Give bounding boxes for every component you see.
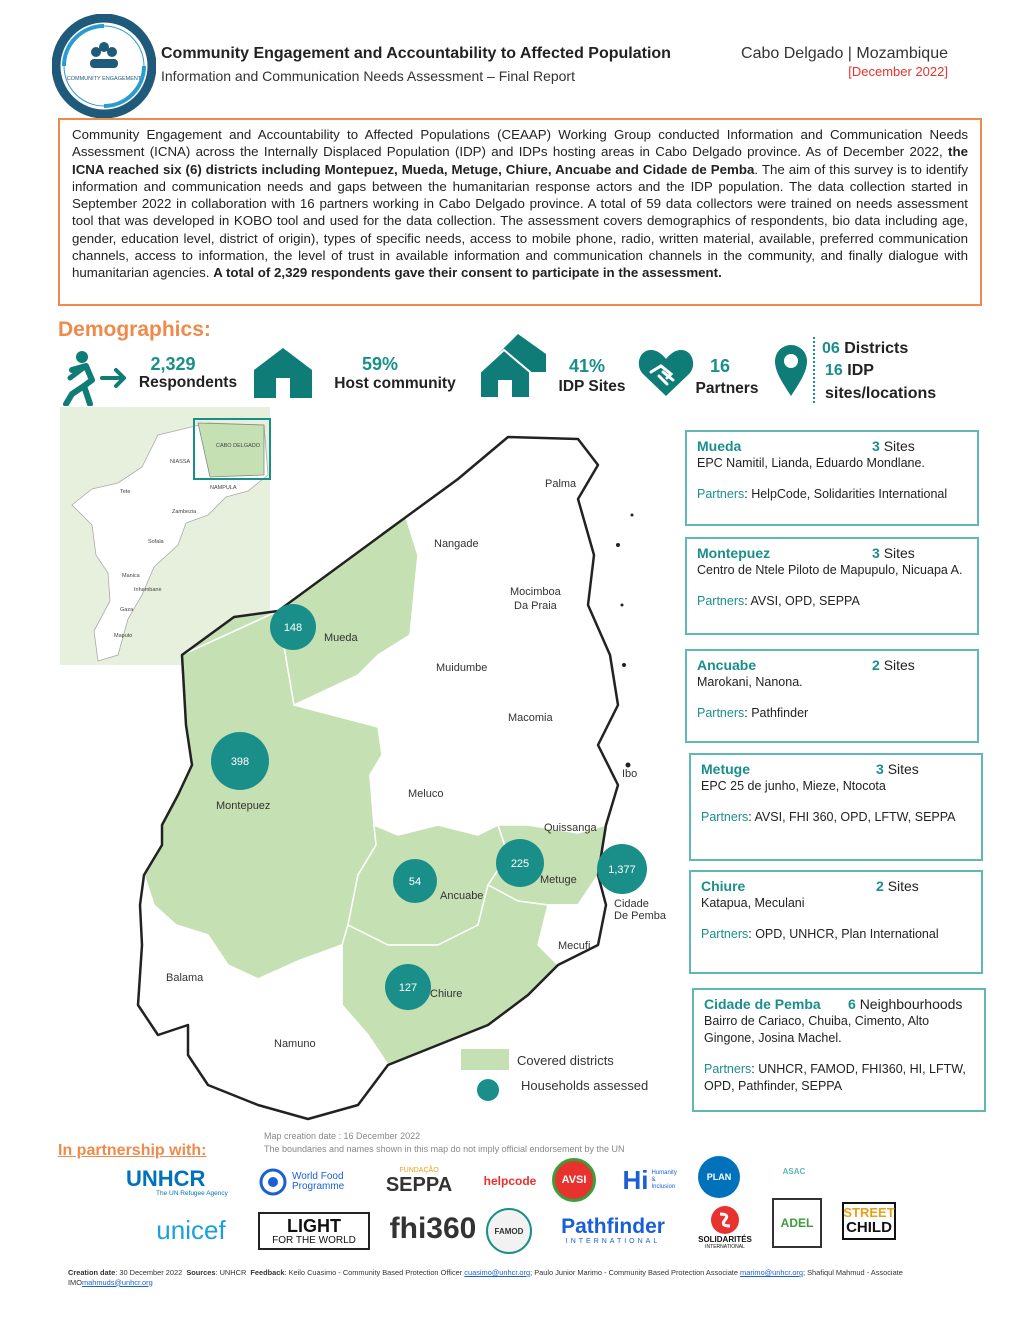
plan-logo: PLAN bbox=[698, 1156, 740, 1198]
site-partners bbox=[704, 1061, 974, 1095]
map-label-pemba-line-1: Cidade bbox=[614, 898, 649, 910]
bubble-label-montepuez: 398 bbox=[230, 756, 250, 768]
community-engagement-logo bbox=[52, 14, 156, 118]
map-label-pemba-line-2: De Pemba bbox=[614, 910, 666, 922]
site-count-number: 3 bbox=[872, 545, 880, 561]
site-box-montepuez bbox=[685, 537, 979, 635]
site-count-unit: Sites bbox=[887, 878, 919, 894]
hi-logo bbox=[618, 1162, 684, 1198]
idp-sites-value: 41% bbox=[568, 356, 606, 376]
site-partners-label: Partners bbox=[704, 1062, 752, 1076]
unicef-logo: unicef bbox=[156, 1214, 226, 1245]
bubble-label-metuge: 225 bbox=[510, 858, 530, 870]
map-label-metuge: Metuge bbox=[540, 874, 577, 886]
site-partners bbox=[697, 486, 967, 503]
site-district: Montepuez bbox=[697, 545, 771, 561]
solidarites-logo-sub: INTERNATIONAL bbox=[705, 1243, 745, 1250]
inset-label-6: Manica bbox=[122, 573, 140, 579]
partners-value: 16 bbox=[709, 356, 731, 376]
site-district: Chiure bbox=[701, 878, 746, 894]
site-count-number: 2 bbox=[872, 657, 880, 673]
solidarites-logo bbox=[690, 1200, 760, 1254]
inset-label-5: Sofala bbox=[148, 539, 164, 545]
site-box-mueda bbox=[685, 430, 979, 526]
site-count bbox=[876, 878, 919, 895]
map-note bbox=[264, 1130, 625, 1156]
unhcr-logo-text: UNHCR bbox=[126, 1165, 206, 1191]
idp-sites-label: IDP Sites bbox=[558, 378, 626, 395]
legend-households-label: Households assessed bbox=[521, 1078, 649, 1093]
bubble-label-mueda: 148 bbox=[283, 622, 303, 634]
wfp-logo bbox=[258, 1162, 362, 1202]
bubble-label-ancuabe: 54 bbox=[408, 876, 422, 888]
site-locations: Marokani, Nanona. bbox=[697, 675, 803, 689]
map-label-quissanga: Quissanga bbox=[544, 822, 597, 834]
legend-households-swatch bbox=[477, 1079, 499, 1101]
map-label-mueda: Mueda bbox=[324, 632, 358, 644]
districts-label: Districts bbox=[844, 340, 909, 357]
inset-label-8: Gaza bbox=[120, 607, 134, 613]
site-partners-list: : Pathfinder bbox=[744, 706, 809, 720]
site-partners-label: Partners bbox=[697, 594, 745, 608]
bubble-label-chiure: 127 bbox=[398, 982, 418, 994]
intro-text-2: . The aim of this survey is to identify information and communication needs and gaps between the humanitarian response actors and the IDP population. The data collection started in September 2022 in collaboration with 16 partners working in Cabo Delgado province. A total of 59 data collectors were trained on needs assessment tool that was developed in KOBO tool and used for the data collection. The assessment covers demographics of respondents, bio data including age, gender, education level, district of origin), types of specific needs, access to mobile phone, radio, written material, available, preferred communication channels, access to information, the level of trust in available information and communication channels in the community, and finally dialogue with humanitarian agencies. bbox=[72, 161, 968, 281]
site-locations: Katapua, Meculani bbox=[701, 896, 805, 910]
map-label-nangade: Nangade bbox=[434, 538, 479, 550]
site-count-number: 3 bbox=[872, 438, 880, 454]
intro-bold-1: the ICNA reached six (6) districts including Montepuez, Mueda, Metuge, Chiure, Ancuabe and Cidade de Pemba bbox=[72, 144, 968, 177]
intro-text-1: Community Engagement and Accountability to Affected Populations (CEAAP) Working Group conducted Information and Communication Needs Assessment (ICNA) across the Internally Displaced Population (IDP) and IDPs hosting areas in Cabo Delgado province. As of December 2022, bbox=[72, 127, 968, 160]
map-note-date: Map creation date : 16 December 2022 bbox=[264, 1131, 421, 1141]
site-district: Ancuabe bbox=[697, 657, 757, 673]
site-count-unit: Sites bbox=[883, 545, 915, 561]
fhi360-logo: fhi360 bbox=[389, 1212, 477, 1245]
map-label-ancuabe: Ancuabe bbox=[440, 890, 484, 902]
footer-contact-2: ; Paulo Junior Marimo - Community Based Protection Associate bbox=[530, 1268, 738, 1277]
site-count-number: 3 bbox=[876, 761, 884, 777]
site-count-number: 2 bbox=[876, 878, 884, 894]
site-box-chiure bbox=[689, 870, 983, 974]
house-icon bbox=[250, 346, 316, 398]
site-district: Metuge bbox=[701, 761, 750, 777]
site-box-pemba bbox=[692, 988, 986, 1112]
site-count-unit: Neighbourhoods bbox=[859, 996, 963, 1012]
footer-sources-value: : UNHCR bbox=[215, 1268, 247, 1277]
site-partners bbox=[697, 705, 967, 722]
footer-feedback-value: : Keilo Cuasimo - Community Based Protection Officer bbox=[284, 1268, 463, 1277]
handshake-icon bbox=[637, 344, 695, 398]
site-partners bbox=[701, 809, 971, 826]
intro-bold-2: A total of 2,329 respondents gave their consent to participate in the assessment. bbox=[213, 265, 722, 281]
site-count bbox=[876, 761, 919, 778]
map-label-mecufi: Mecufi bbox=[558, 940, 591, 952]
report-date: [December 2022] bbox=[848, 64, 948, 79]
report-subtitle: Information and Communication Needs Assessment – Final Report bbox=[161, 68, 575, 84]
site-partners bbox=[701, 926, 971, 943]
site-partners bbox=[697, 593, 967, 610]
famod-logo: FAMOD bbox=[486, 1208, 532, 1254]
map-label-chiure: Chiure bbox=[430, 988, 463, 1000]
footer-email-link-1[interactable]: cuasimo@unhcr.org bbox=[464, 1268, 531, 1277]
map-label-balama: Balama bbox=[166, 972, 204, 984]
wfp-logo-text: World Food Programme bbox=[292, 1171, 345, 1192]
site-box-metuge bbox=[689, 753, 983, 861]
site-count-unit: Sites bbox=[887, 761, 919, 777]
site-partners-list: : AVSI, FHI 360, OPD, LFTW, SEPPA bbox=[748, 810, 956, 824]
site-partners-label: Partners bbox=[701, 810, 749, 824]
footer bbox=[68, 1268, 958, 1287]
cabo-delgado-map bbox=[58, 405, 676, 1125]
solidarites-logo-text: SOLIDARITÉS bbox=[698, 1234, 752, 1244]
footer-creation-value: : 30 December 2022 bbox=[115, 1268, 183, 1277]
street-child-logo bbox=[842, 1202, 896, 1240]
map-label-mocimboa-text-2: Da Praia bbox=[514, 600, 557, 612]
map-label-palma: Palma bbox=[545, 478, 577, 490]
legend-covered-swatch bbox=[461, 1049, 509, 1070]
site-partners-list: : AVSI, OPD, SEPPA bbox=[744, 594, 860, 608]
site-partners-list: : OPD, UNHCR, Plan International bbox=[748, 927, 939, 941]
logo-text: COMMUNITY ENGAGEMENT bbox=[66, 76, 142, 82]
respondents-value: 2,329 bbox=[150, 354, 196, 374]
inset-label-2: NAMPULA bbox=[210, 485, 237, 491]
site-district: Mueda bbox=[697, 438, 742, 454]
stat-divider bbox=[813, 337, 815, 403]
footer-contact-3: ; Shafiqul Mahmud - Associate bbox=[803, 1268, 903, 1277]
pathfinder-logo bbox=[548, 1210, 678, 1250]
site-count-unit: Sites bbox=[883, 438, 915, 454]
unhcr-logo-tagline: The UN Refugee Agency bbox=[156, 1189, 228, 1197]
site-locations: Bairro de Cariaco, Chuiba, Cimento, Alto Gingone, Josina Machel. bbox=[704, 1014, 930, 1045]
inset-label-9: Maputo bbox=[114, 633, 133, 639]
locations-value: 16 bbox=[825, 362, 843, 379]
locations-label-1: IDP bbox=[847, 362, 874, 379]
light-for-the-world-logo bbox=[258, 1212, 370, 1250]
pathfinder-logo-sub: INTERNATIONAL bbox=[565, 1237, 661, 1245]
respondents-label: Respondents bbox=[138, 374, 238, 391]
map-label-meluco: Meluco bbox=[408, 788, 444, 800]
site-locations: Centro de Ntele Piloto de Mapupulo, Nicuapa A. bbox=[697, 563, 963, 577]
report-location: Cabo Delgado | Mozambique bbox=[741, 45, 948, 62]
site-locations: EPC 25 de junho, Mieze, Ntocota bbox=[701, 779, 886, 793]
footer-feedback-label: Feedback bbox=[250, 1268, 285, 1277]
site-district: Cidade de Pemba bbox=[704, 996, 821, 1012]
site-box-ancuabe bbox=[685, 649, 979, 743]
map-label-macomia: Macomia bbox=[508, 712, 553, 724]
hi-logo-text: Humanity & Inclusion bbox=[651, 1169, 677, 1190]
wfp-emblem-icon bbox=[258, 1167, 288, 1197]
site-count bbox=[848, 996, 962, 1013]
locations-label-2: sites/locations bbox=[825, 385, 937, 402]
site-count bbox=[872, 545, 915, 562]
site-partners-label: Partners bbox=[701, 927, 749, 941]
inset-label-3: Tete bbox=[120, 489, 131, 495]
map-note-disclaimer: The boundaries and names shown in this map do not imply official endorsement by the UN bbox=[264, 1144, 625, 1154]
site-count-number: 6 bbox=[848, 996, 856, 1012]
inset-label-7: Inhambane bbox=[134, 587, 162, 593]
light-logo-text: LIGHT bbox=[287, 1215, 341, 1236]
site-count-unit: Sites bbox=[883, 657, 915, 673]
map-label-pemba bbox=[614, 898, 667, 922]
inset-label-0: CABO DELGADO bbox=[216, 443, 261, 449]
site-partners-list: : HelpCode, Solidarities International bbox=[744, 487, 948, 501]
street-child-logo-top: STREET bbox=[843, 1205, 895, 1220]
locations-stat bbox=[825, 362, 874, 380]
site-count bbox=[872, 657, 915, 674]
bubble-label-pemba: 1,377 bbox=[608, 864, 636, 876]
districts-stat bbox=[822, 340, 908, 358]
footer-contact-3b: IMO bbox=[68, 1277, 82, 1287]
map-label-mocimboa-text: Mocimboa bbox=[510, 586, 561, 598]
footer-email-link-2[interactable]: marimo@unhcr.org bbox=[740, 1268, 804, 1277]
hi-logo-mark: Hi bbox=[622, 1164, 649, 1195]
map-label-montepuez: Montepuez bbox=[216, 800, 271, 812]
districts-value: 06 bbox=[822, 340, 840, 357]
footer-sources-label: Sources bbox=[186, 1268, 216, 1277]
site-locations: EPC Namitil, Lianda, Eduardo Mondlane. bbox=[697, 456, 925, 470]
pathfinder-logo-text: Pathfinder bbox=[561, 1214, 665, 1238]
site-count bbox=[872, 438, 915, 455]
adel-logo: ADEL bbox=[772, 1198, 822, 1248]
location-pin-icon bbox=[772, 342, 810, 398]
solidarites-emblem-icon bbox=[710, 1205, 740, 1235]
seppa-logo-text: SEPPA bbox=[385, 1173, 453, 1196]
person-running-icon bbox=[62, 350, 128, 406]
host-community-label: Host community bbox=[334, 375, 456, 392]
shelter-icon bbox=[478, 332, 548, 398]
seppa-logo-top: FUNDAÇÃO bbox=[399, 1166, 439, 1174]
seppa-logo bbox=[374, 1160, 464, 1202]
map-label-muidumbe: Muidumbe bbox=[436, 662, 488, 674]
light-logo-sub: FOR THE WORLD bbox=[272, 1234, 356, 1246]
avsi-logo: AVSI bbox=[552, 1158, 596, 1202]
asac-logo: ASAC bbox=[782, 1166, 806, 1176]
helpcode-logo: helpcode bbox=[483, 1174, 537, 1188]
site-partners-label: Partners bbox=[697, 487, 745, 501]
footer-email-link-3[interactable]: mahmuds@unhcr.org bbox=[81, 1277, 153, 1287]
site-partners-label: Partners bbox=[697, 706, 745, 720]
street-child-logo-bottom: CHILD bbox=[846, 1219, 892, 1236]
host-community-value: 59% bbox=[361, 354, 399, 374]
footer-creation-label: Creation date bbox=[68, 1268, 116, 1277]
partners-heading: In partnership with: bbox=[58, 1142, 207, 1159]
partners-label: Partners bbox=[695, 380, 759, 397]
site-partners-list: : UNHCR, FAMOD, FHI360, HI, LFTW, OPD, Pathfinder, SEPPA bbox=[704, 1062, 966, 1093]
inset-label-1: NIASSA bbox=[170, 459, 191, 465]
map-label-ibo: Ibo bbox=[622, 768, 638, 780]
legend-covered-label: Covered districts bbox=[517, 1053, 614, 1068]
demographics-heading: Demographics: bbox=[58, 318, 211, 341]
unhcr-logo bbox=[126, 1164, 242, 1200]
intro-box bbox=[58, 118, 982, 306]
inset-label-4: Zambezia bbox=[172, 509, 197, 515]
report-title: Community Engagement and Accountability to Affected Population bbox=[161, 45, 671, 62]
map-label-namuno: Namuno bbox=[274, 1038, 316, 1050]
